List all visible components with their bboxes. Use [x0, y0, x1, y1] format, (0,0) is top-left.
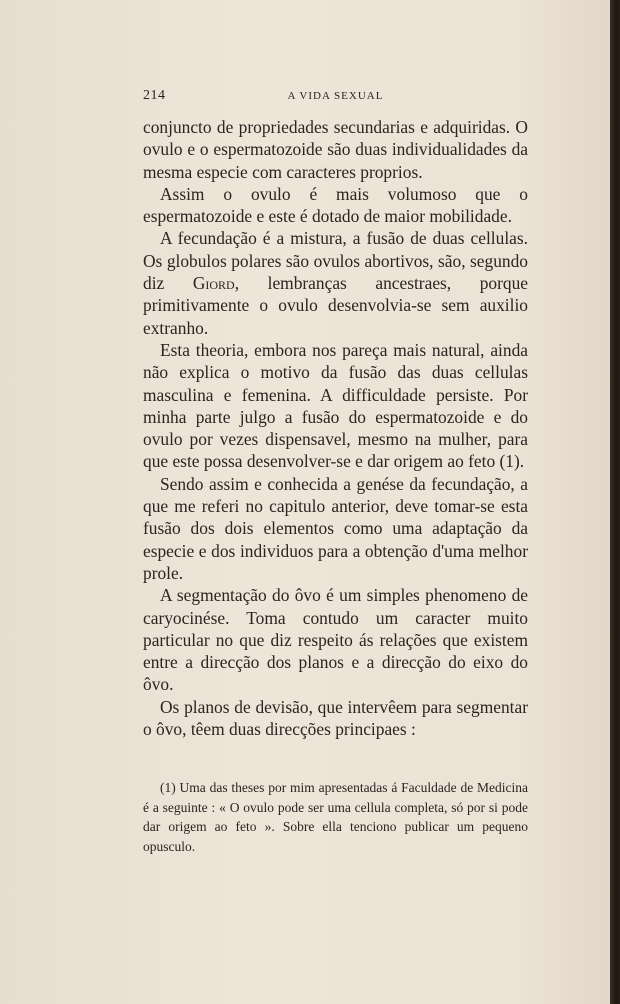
paragraph-1: conjuncto de propriedades secundarias e adquiridas. O ovulo e o espermatozoide são duas individualidades da mesma especie com caracteres proprios.: [143, 117, 528, 182]
page-number: 214: [143, 88, 166, 103]
book-spine-edge: [610, 0, 620, 1004]
body-text: [143, 116, 528, 740]
footnote: [143, 778, 528, 856]
author-name: Giord: [192, 273, 235, 294]
paragraph-3-lead: A fecundação é a mistura, a fusão de duas cellulas. Os globulos polares são ovulos abortivos, são, segundo diz: [143, 228, 528, 294]
paragraph-5: Sendo assim e conhecida a genése da fecundação, a que me referi no capitulo anterior, deve tomar-se esta fusão dos dois elementos como uma adaptação da especie e dos individuos para a obtenção d'uma melhor prole.: [143, 473, 528, 583]
footnote-text: (1) Uma das theses por mim apresentadas á Faculdade de Medicina é a seguinte : « O ovulo pode ser uma cellula completa, só por si pode dar origem ao feto ». Sobre ella tenciono publicar um pequeno opusculo.: [143, 780, 528, 854]
paragraph-3: [143, 227, 528, 338]
paragraph-4: Esta theoria, embora nos pareça mais natural, ainda não explica o motivo da fusão das duas cellulas masculina e femenina. A difficuldade persiste. Por minha parte julgo a fusão do espermatozoide e do ovulo por vezes dispensavel, mesmo na mulher, para que este possa desenvolver-se e dar origem ao feto (1).: [143, 339, 528, 472]
running-head: [143, 88, 528, 108]
running-title: A VIDA SEXUAL: [287, 90, 384, 102]
paragraph-2: Assim o ovulo é mais volumoso que o espermatozoide e este é dotado de maior mobilidade.: [143, 183, 528, 227]
paragraph-6: A segmentação do ôvo é um simples phenomeno de caryocinése. Toma contudo um caracter muito particular no que diz respeito ás relações que existem entre a direcção dos planos e a direcção do eixo do ôvo.: [143, 585, 528, 695]
paragraph-7: Os planos de devisão, que intervêem para segmentar o ôvo, têem duas direcções principaes :: [143, 696, 528, 740]
paragraph-3-tail: , lembranças ancestraes, porque primitivamente o ovulo desenvolvia-se sem auxilio extranho.: [143, 273, 529, 338]
